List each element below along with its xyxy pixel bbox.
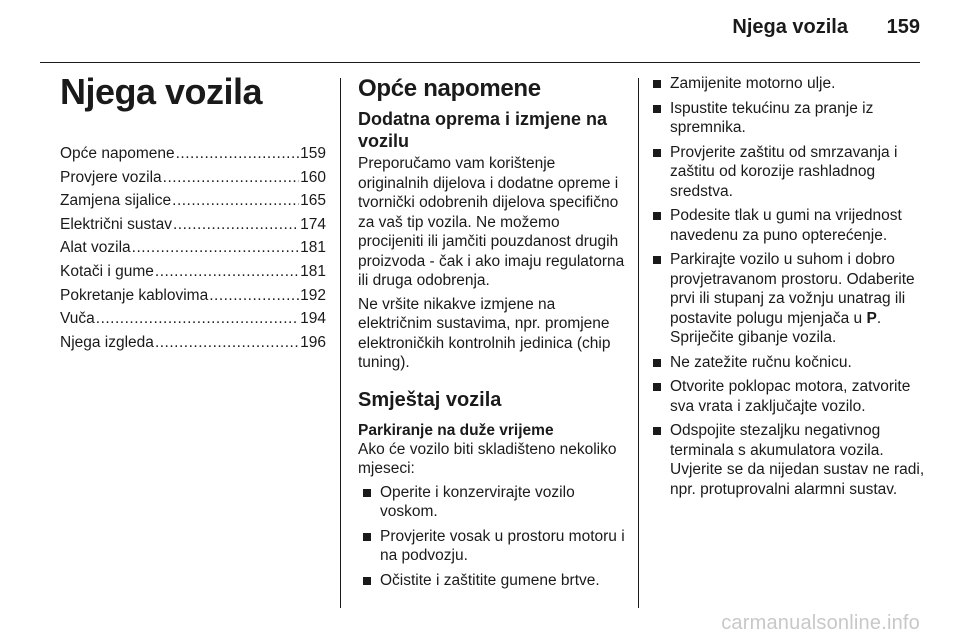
list-item: Odspojite stezaljku negativnog terminala s akumulatora vozila. Uvjerite se da nijedan sustav ne radi, npr. protuprovalni alarmni sustav. (652, 421, 926, 499)
toc-leader (155, 331, 299, 355)
toc-page: 160 (300, 168, 326, 186)
toc-item[interactable] (60, 260, 326, 284)
toc-label: Kotači i gume (60, 262, 154, 280)
toc-list (60, 142, 326, 354)
section-heading: Opće napomene (358, 75, 541, 102)
list-item: Očistite i zaštitite gumene brtve. (358, 571, 626, 591)
list-item: Provjerite vosak u prostoru motoru i na podvozju. (358, 527, 626, 566)
toc-page: 165 (300, 192, 326, 210)
toc-item[interactable] (60, 307, 326, 331)
toc-label: Njega izgleda (60, 333, 154, 351)
subsection-heading: Parkiranje na duže vrijeme (358, 421, 554, 439)
gear-position: P (866, 309, 877, 327)
toc-label: Alat vozila (60, 239, 131, 257)
bullet-list (358, 483, 626, 591)
toc-page: 194 (300, 310, 326, 328)
toc-page: 181 (300, 239, 326, 257)
storage-steps-column (652, 74, 926, 504)
paragraph: Ako će vozilo biti skladišteno nekoliko mjeseci: (358, 440, 617, 477)
toc-leader (172, 189, 299, 213)
toc-item[interactable] (60, 284, 326, 308)
list-item: Operite i konzervirajte vozilo voskom. (358, 483, 626, 522)
toc-label: Električni sustav (60, 215, 172, 233)
toc-item[interactable] (60, 331, 326, 355)
toc-label: Pokretanje kablovima (60, 286, 209, 304)
toc-page: 192 (300, 286, 326, 304)
toc-leader (173, 213, 299, 237)
running-header-title: Njega vozila (732, 16, 848, 38)
list-item: Otvorite poklopac motora, zatvorite sva vrata i zaključajte vozilo. (652, 377, 926, 416)
toc-leader (155, 260, 299, 284)
general-notes-column (358, 74, 626, 595)
watermark: carmanualsonline.info (721, 612, 920, 634)
toc-item[interactable] (60, 166, 326, 190)
toc-label: Zamjena sijalice (60, 192, 172, 210)
subsection-heading: Dodatna oprema i izmjene na vozilu (358, 109, 608, 151)
list-item: Zamijenite motorno ulje. (652, 74, 926, 94)
list-item: Ne zatežite ručnu kočnicu. (652, 353, 926, 373)
toc-column (60, 70, 326, 354)
toc-item[interactable] (60, 236, 326, 260)
toc-page: 174 (300, 215, 326, 233)
list-item-text: . Spriječite gibanje vozila. (670, 309, 882, 346)
toc-page: 181 (300, 262, 326, 280)
toc-item[interactable] (60, 142, 326, 166)
section-heading: Smještaj vozila (358, 388, 502, 411)
toc-label: Provjere vozila (60, 168, 162, 186)
toc-item[interactable] (60, 189, 326, 213)
page-number: 159 (886, 16, 920, 38)
toc-leader (209, 284, 299, 308)
column-divider-2 (638, 78, 639, 608)
list-item (652, 250, 926, 348)
list-item: Provjerite zaštitu od smrzavanja i zaštitu od korozije rashladnog sredstva. (652, 143, 926, 202)
header-rule (40, 62, 920, 63)
bullet-list (652, 74, 926, 499)
toc-leader (132, 236, 299, 260)
list-item: Ispustite tekućinu za pranje iz spremnika. (652, 99, 926, 138)
toc-leader (96, 307, 299, 331)
toc-label: Opće napomene (60, 145, 175, 162)
toc-page: 159 (300, 145, 326, 162)
toc-leader (176, 142, 300, 166)
toc-page: 196 (300, 333, 326, 351)
list-item-text: Parkirajte vozilo u suhom i dobro provjetravanom prostoru. Odaberite prvi ili stupanj za vožnju unatrag ili postavite polugu mjenjača u (670, 251, 915, 327)
chapter-title: Njega vozila (60, 71, 263, 112)
paragraph: Ne vršite nikakve izmjene na električnim sustavima, npr. promjene elektroničkih kontrolnih jedinica (chip tuning). (358, 295, 611, 371)
column-divider-1 (340, 78, 341, 608)
toc-label: Vuča (60, 310, 95, 328)
toc-item[interactable] (60, 213, 326, 237)
list-item: Podesite tlak u gumi na vrijednost navedenu za puno opterećenje. (652, 206, 926, 245)
toc-leader (163, 166, 299, 190)
paragraph: Preporučamo vam korištenje originalnih dijelova i dodatne opreme i tvornički odobrenih dijelova specifično za vaš tip vozila. Ne možemo procijeniti ili jamčiti pouzdanost drugih proizvoda - čak i ako imaju regulatorna ili druga odobrenja. (358, 155, 625, 289)
